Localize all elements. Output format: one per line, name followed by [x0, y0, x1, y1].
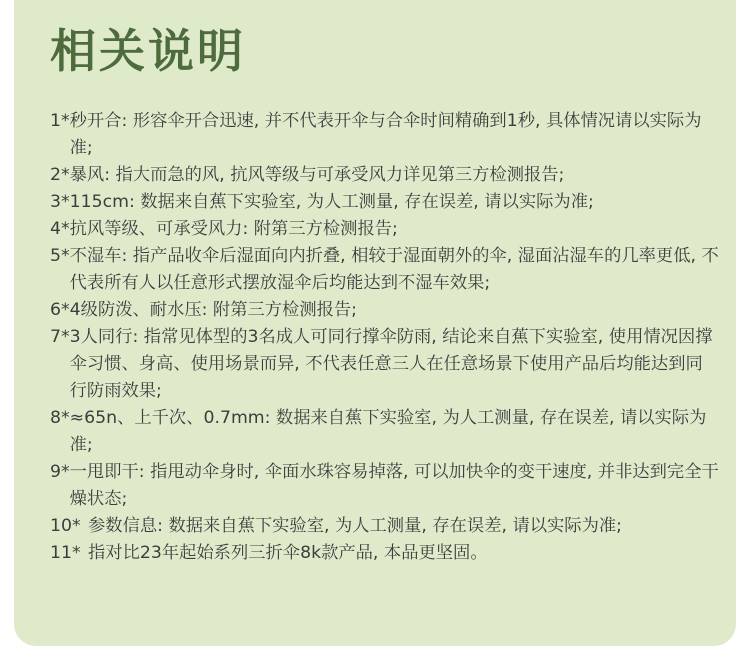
note-number: 1*	[50, 111, 70, 131]
note-number: 11*	[50, 543, 81, 563]
page-title: 相关说明	[50, 24, 246, 78]
note-item	[50, 513, 720, 540]
note-item	[50, 459, 720, 513]
note-item	[50, 297, 720, 324]
note-number: 3*	[50, 192, 70, 212]
note-text: 指对比23年起始系列三折伞8k款产品, 本品更坚固。	[88, 543, 488, 563]
note-item	[50, 216, 720, 243]
note-number: 10*	[50, 516, 81, 536]
note-item	[50, 108, 720, 162]
notes-card	[14, 0, 736, 646]
note-item	[50, 243, 720, 297]
note-text: ≈65n、上千次、0.7mm: 数据来自蕉下实验室, 为人工测量, 存在误差, 请以实际为准;	[69, 408, 707, 455]
note-text: 一甩即干: 指甩动伞身时, 伞面水珠容易掉落, 可以加快伞的变干速度, 并非达到完全干燥状态;	[69, 462, 719, 509]
note-item	[50, 540, 720, 567]
note-number: 9*	[50, 462, 70, 482]
note-text: 不湿车: 指产品收伞后湿面向内折叠, 相较于湿面朝外的伞, 湿面沾湿车的几率更低, 不代表所有人以任意形式摆放湿伞后均能达到不湿车效果;	[69, 246, 719, 293]
note-text: 秒开合: 形容伞开合迅速, 并不代表开伞与合伞时间精确到1秒, 具体情况请以实际为准;	[69, 111, 702, 158]
note-item	[50, 405, 720, 459]
note-number: 8*	[50, 408, 70, 428]
note-number: 5*	[50, 246, 70, 266]
note-text: 4级防泼、耐水压: 附第三方检测报告;	[69, 300, 357, 320]
note-item	[50, 189, 720, 216]
note-item	[50, 162, 720, 189]
note-text: 参数信息: 数据来自蕉下实验室, 为人工测量, 存在误差, 请以实际为准;	[88, 516, 622, 536]
note-text: 3人同行: 指常见体型的3名成人可同行撑伞防雨, 结论来自蕉下实验室, 使用情况因撑伞习惯、身高、使用场景而异, 不代表任意三人在任意场景下使用产品后均能达到同行防雨效果;	[69, 327, 713, 401]
note-number: 2*	[50, 165, 70, 185]
note-number: 4*	[50, 219, 70, 239]
notes-list	[50, 108, 720, 567]
note-number: 7*	[50, 327, 70, 347]
note-text: 暴风: 指大而急的风, 抗风等级与可承受风力详见第三方检测报告;	[69, 165, 565, 185]
note-number: 6*	[50, 300, 70, 320]
note-text: 抗风等级、可承受风力: 附第三方检测报告;	[69, 219, 398, 239]
note-item	[50, 324, 720, 405]
note-text: 115cm: 数据来自蕉下实验室, 为人工测量, 存在误差, 请以实际为准;	[69, 192, 594, 212]
